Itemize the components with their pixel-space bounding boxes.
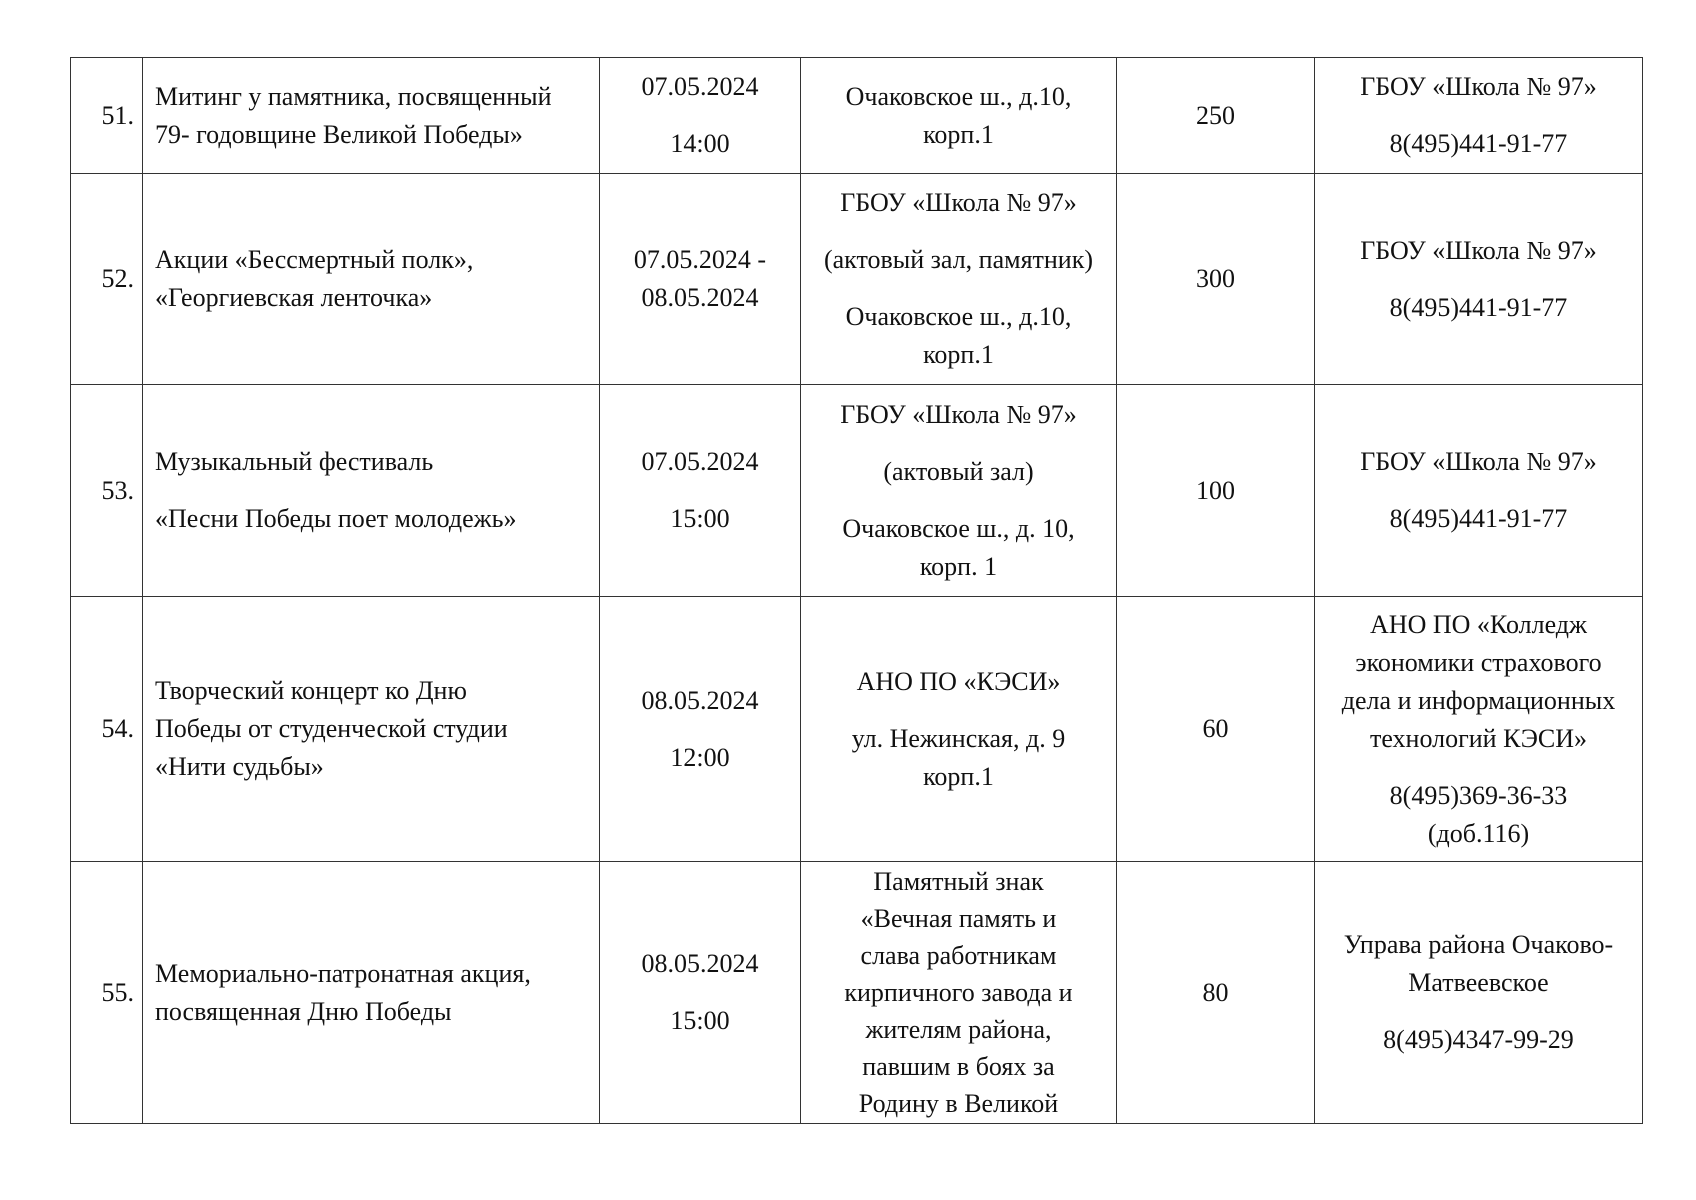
event-place-line: Очаковское ш., д.10,	[845, 302, 1072, 331]
event-date	[600, 174, 801, 385]
organizer-phone: 8(495)4347-99-29	[1383, 1025, 1574, 1054]
event-organizer	[1315, 385, 1643, 597]
event-place	[801, 597, 1117, 862]
organizer-phone: 8(495)441-91-77	[1389, 292, 1568, 322]
organizer-line: ГБОУ «Школа № 97»	[1360, 447, 1597, 476]
event-date	[600, 58, 801, 174]
participant-count: 80	[1117, 862, 1315, 1124]
event-name	[143, 174, 600, 385]
organizer-line: дела и информационных	[1341, 685, 1616, 715]
event-date	[600, 597, 801, 862]
organizer-phone: 8(495)441-91-77	[1389, 504, 1568, 533]
event-name-line: «Нити судьбы»	[155, 752, 324, 781]
event-name	[143, 385, 600, 597]
event-date-line: 08.05.2024	[641, 685, 759, 715]
events-table	[70, 57, 1643, 1124]
event-place-line: ГБОУ «Школа № 97»	[840, 188, 1077, 217]
event-name	[143, 862, 600, 1124]
event-name-line: Музыкальный фестиваль	[155, 447, 434, 476]
event-place-line: ГБОУ «Школа № 97»	[840, 399, 1077, 429]
event-name	[143, 597, 600, 862]
event-place-line: корп.1	[923, 761, 994, 791]
event-place-line: «Вечная память и	[860, 904, 1057, 933]
event-place-line: корп.1	[923, 119, 994, 149]
event-place-line: Памятный знак	[873, 867, 1044, 896]
organizer-line: АНО ПО «Колледж	[1370, 609, 1587, 639]
organizer-line: экономики страхового	[1355, 647, 1602, 677]
event-name-line: Победы от студенческой студии	[155, 714, 508, 743]
organizer-line: ГБОУ «Школа № 97»	[1360, 235, 1597, 265]
event-name-line: «Георгиевская ленточка»	[155, 283, 433, 312]
table-row	[71, 174, 1643, 385]
event-date-line: 07.05.2024	[641, 72, 759, 101]
organizer-line: Управа района Очаково-	[1343, 930, 1614, 959]
event-name-line: Акции «Бессмертный полк»,	[155, 245, 474, 274]
event-place-line: ул. Нежинская, д. 9	[851, 723, 1066, 753]
organizer-line: технологий КЭСИ»	[1369, 723, 1588, 753]
event-date-line: 07.05.2024 -	[633, 245, 767, 274]
event-date	[600, 862, 801, 1124]
event-time-line: 12:00	[670, 742, 730, 772]
event-place-line: (актовый зал)	[883, 456, 1034, 486]
event-name-line: посвященная Дню Победы	[155, 996, 452, 1026]
participant-count: 100	[1117, 385, 1315, 597]
event-place-line: корп. 1	[919, 551, 998, 581]
event-place-line: АНО ПО «КЭСИ»	[856, 666, 1061, 696]
row-number: 52.	[71, 174, 143, 385]
event-date-line: 08.05.2024	[641, 283, 759, 312]
row-number: 53.	[71, 385, 143, 597]
event-place-line: Очаковское ш., д. 10,	[842, 513, 1075, 543]
event-time-line: 15:00	[670, 504, 730, 533]
organizer-phone: 8(495)441-91-77	[1389, 129, 1568, 158]
event-place-line: Очаковское ш., д.10,	[845, 81, 1072, 111]
organizer-line: Матвеевское	[1408, 968, 1549, 997]
row-number: 54.	[71, 597, 143, 862]
event-place-line: слава работникам	[860, 941, 1057, 970]
event-place	[801, 174, 1117, 385]
event-place-line: Родину в Великой	[858, 1089, 1059, 1118]
organizer-phone: 8(495)369-36-33	[1389, 780, 1568, 810]
event-name-line: 79- годовщине Великой Победы»	[155, 119, 523, 149]
organizer-line: ГБОУ «Школа № 97»	[1360, 72, 1597, 101]
event-place	[801, 385, 1117, 597]
table-row	[71, 597, 1643, 862]
participant-count: 60	[1117, 597, 1315, 862]
event-place-line: кирпичного завода и	[844, 978, 1073, 1007]
event-time-line: 15:00	[670, 1006, 730, 1035]
event-organizer	[1315, 597, 1643, 862]
event-place-line: павшим в боях за	[862, 1052, 1055, 1081]
participant-count: 300	[1117, 174, 1315, 385]
event-name-line: Митинг у памятника, посвященный	[155, 81, 552, 111]
event-place-line: корп.1	[923, 340, 994, 369]
event-name-line: «Песни Победы поет молодежь»	[155, 504, 517, 533]
event-place-line: (актовый зал, памятник)	[823, 245, 1094, 274]
event-place-line: жителям района,	[865, 1015, 1052, 1044]
event-time-line: 14:00	[670, 129, 730, 158]
event-name	[143, 58, 600, 174]
event-organizer	[1315, 174, 1643, 385]
participant-count: 250	[1117, 58, 1315, 174]
organizer-phone-ext: (доб.116)	[1427, 818, 1530, 848]
event-name-line: Творческий концерт ко Дню	[155, 676, 467, 705]
event-place	[801, 58, 1117, 174]
event-date-line: 07.05.2024	[641, 447, 759, 476]
event-organizer	[1315, 58, 1643, 174]
event-date	[600, 385, 801, 597]
row-number: 55.	[71, 862, 143, 1124]
row-number: 51.	[71, 58, 143, 174]
event-organizer	[1315, 862, 1643, 1124]
table-row	[71, 385, 1643, 597]
event-date-line: 08.05.2024	[641, 949, 759, 978]
event-name-line: Мемориально-патронатная акция,	[155, 958, 531, 988]
table-row	[71, 862, 1643, 1124]
event-place	[801, 862, 1117, 1124]
table-row	[71, 58, 1643, 174]
